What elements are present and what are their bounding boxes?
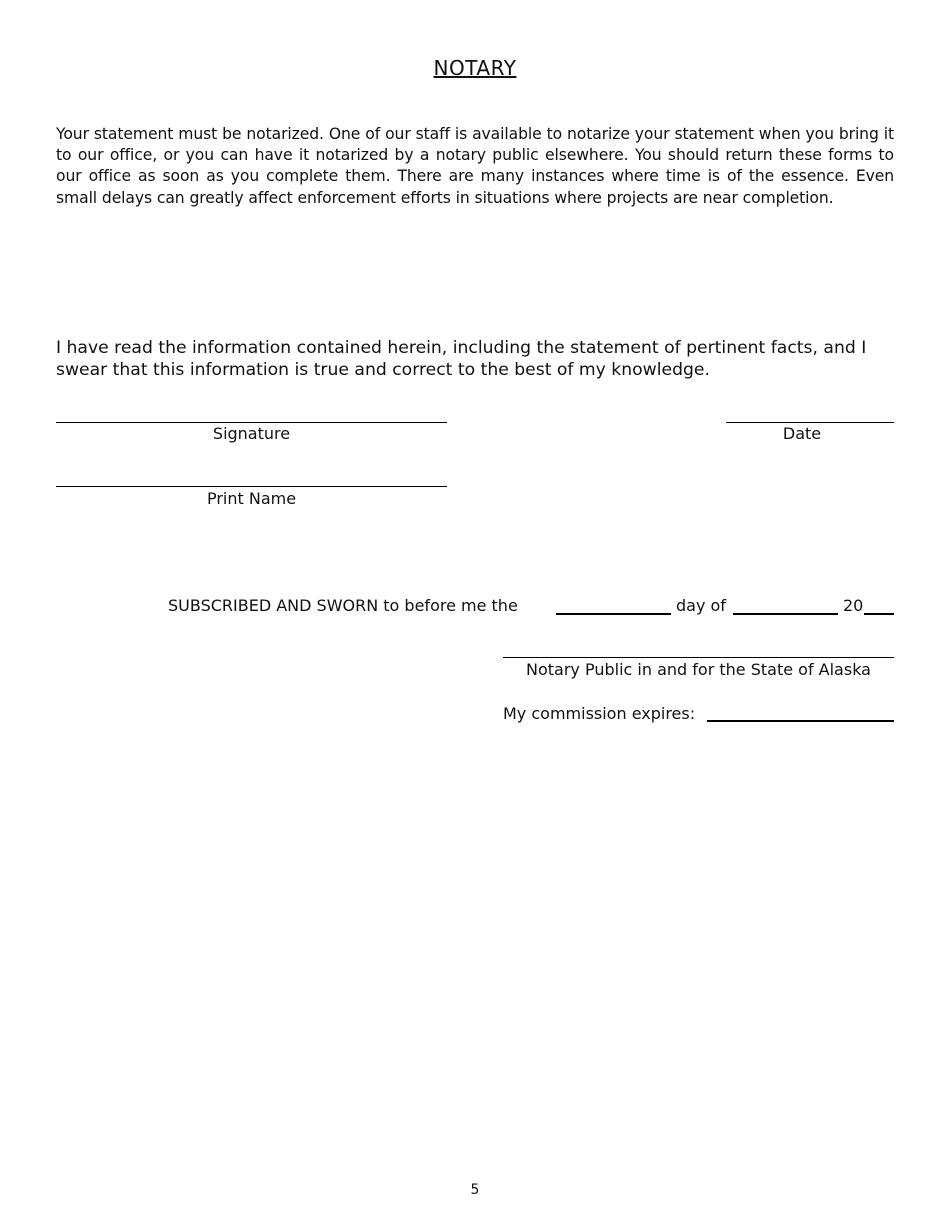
commission-expires-line[interactable] [707, 720, 894, 722]
commission-expires-label: My commission expires: [503, 704, 696, 723]
page-title: NOTARY [433, 56, 517, 80]
print-name-line[interactable] [56, 486, 447, 487]
print-name-label: Print Name [206, 489, 297, 508]
sworn-year-prefix: 20 [843, 596, 864, 615]
oath-statement: I have read the information contained herein, including the statement of pertinent facts, and I swear that this information is true and correct to the best of my knowledge. [56, 338, 867, 380]
date-line[interactable] [726, 422, 894, 423]
date-label: Date [782, 424, 822, 443]
sworn-prefix: SUBSCRIBED AND SWORN to before me the [168, 596, 518, 615]
notary-signature-line[interactable] [503, 657, 894, 658]
notary-public-label: Notary Public in and for the State of Alaska [526, 660, 871, 679]
page-number: 5 [470, 1182, 480, 1198]
sworn-day-of: day of [676, 596, 726, 615]
sworn-year-line[interactable] [864, 613, 894, 615]
intro-paragraph: Your statement must be notarized. One of our staff is available to notarize your statement when you bring it to our office, or you can have it notarized by a notary public elsewhere. You should return these forms to our office as soon as you complete them. There are many instances where time is of the essence. Even small delays can greatly affect enforcement efforts in situations where projects are near completion. [56, 125, 894, 207]
sworn-month-line[interactable] [733, 613, 838, 615]
signature-label: Signature [212, 424, 291, 443]
sworn-day-line[interactable] [556, 613, 671, 615]
signature-line[interactable] [56, 422, 447, 423]
